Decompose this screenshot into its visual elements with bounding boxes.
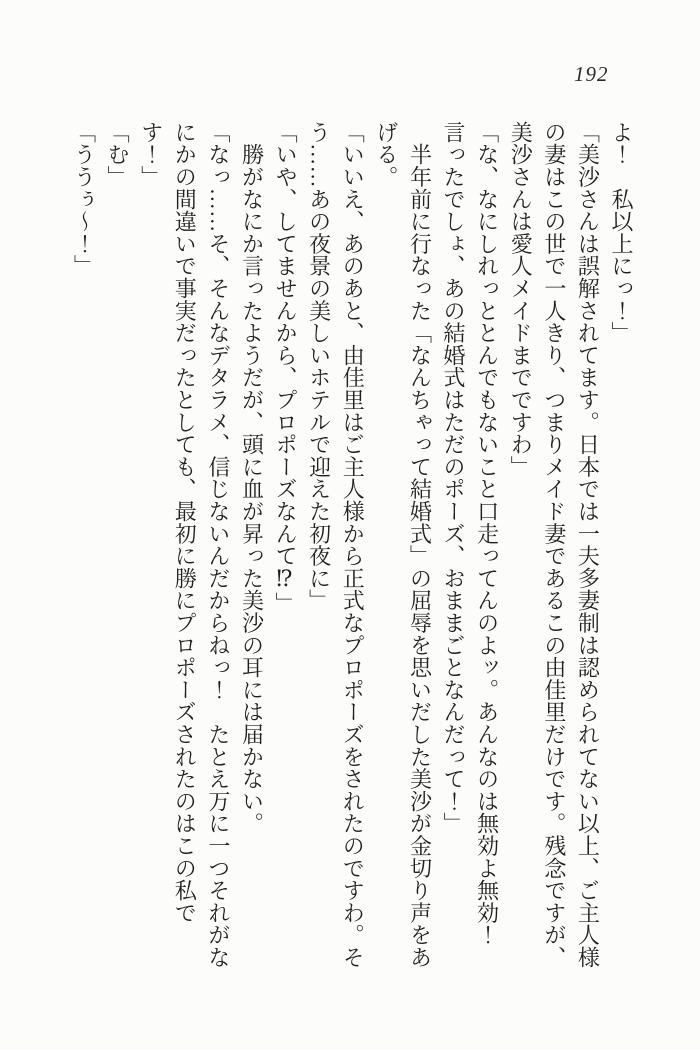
page-number: 192 [574,62,609,86]
vertical-text-block [66,121,638,969]
text-line: 勝がなにか言ったようだが、頭に血が昇った美沙の耳には届かない。 [239,121,265,835]
text-line: よ！ 私以上にっ！」 [609,121,634,344]
text-line: 「む」 [105,121,131,188]
text-line: 美沙さんは愛人メイドまでですわ」 [508,121,534,478]
text-line: 「ううぅ～！」 [71,121,97,278]
text-line: 「な、なにしれっととんでもないこと口走ってんのよッ。あんなのは無効よ無効！ [474,121,500,947]
text-line: 言ったでしょ、あの結婚式はただのポーズ、おままごとなんだって！」 [441,121,467,835]
text-line: 「いや、してませんから、プロポーズなんて⁉」 [273,121,299,615]
text-line: にかの間違いで事実だったとしても、最初に勝にプロポーズされたのはこの私で [172,121,198,924]
text-line: 「美沙さんは誤解されてます。日本では一夫多妻制は認められてない以上、ご主人様 [575,121,601,969]
text-line: の妻はこの世で一人きり、つまりメイド妻であるこの由佳里だけです。残念ですが、 [541,121,567,969]
text-line: す！」 [138,121,164,188]
text-line: う……あの夜景の美しいホテルで迎えた初夜に」 [306,121,332,612]
text-line: 半年前に行なった「なんちゃって結婚式」の屈辱を思いだした美沙が金切り声をあ [407,121,433,969]
text-line: げる。 [373,121,399,188]
text-line: 「いいえ、あのあと、由佳里はご主人様から正式なプロポーズをされたのですわ。そ [340,121,366,969]
text-line: 「なっ……そ、そんなデタラメ、信じないんだからねっ！ たとえ万に一つそれがな [205,121,231,969]
